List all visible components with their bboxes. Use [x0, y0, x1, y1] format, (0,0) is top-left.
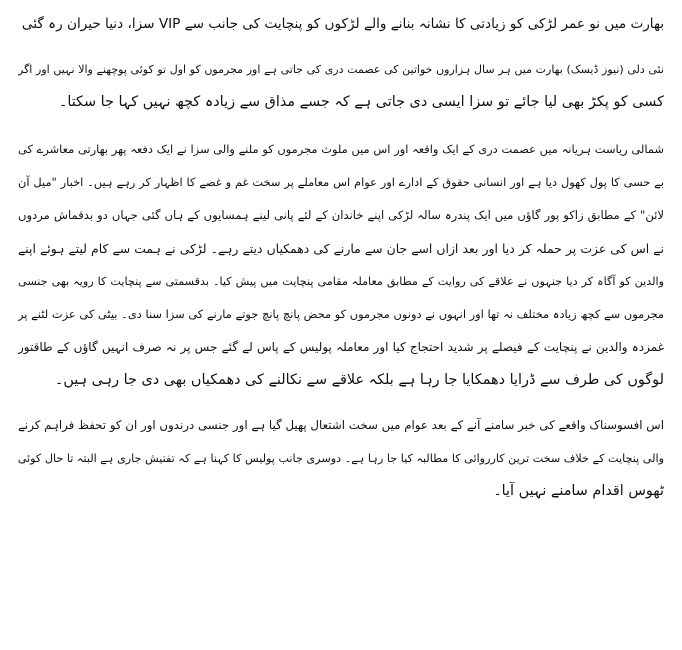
- closing-line-2: والی پنچایت کے خلاف سخت ترین کارروائی کا مطالبہ کیا جا رہا ہے۔ دوسری جانب پولیس کا کہنا ہے کہ تفتیش جاری ہے البتہ تا حال کوئی: [18, 452, 664, 465]
- body-line-7: غمزدہ والدین نے پنچایت کے فیصلے پر شدید احتجاج کیا اور معاملہ پولیس کے پاس لے گئے جس پر نہ صرف انہیں گاؤں کے طاقتور: [18, 340, 664, 354]
- body-line-8: لوگوں کی طرف سے ڈرایا دھمکایا جا رہا ہے بلکہ علاقے سے نکالنے کی دھمکیاں بھی دی جا رہی ہیں۔: [54, 372, 664, 388]
- body-line-4: نے اس کی عزت پر حملہ کر دیا اور بعد ازاں اسے جان سے مارنے کی دھمکیاں دیتے رہے۔ لڑکی نے ہمت سے کام لیتے ہوئے اپنے: [18, 241, 664, 256]
- intro-line-1: نئی دلی (نیوز ڈیسک) بھارت میں ہر سال ہزاروں خواتین کی عصمت دری کی جاتی ہے اور مجرموں کو اول تو کوئی پوچھنے والا نہیں اور اگر: [18, 63, 664, 76]
- closing-line-1: اس افسوسناک واقعے کی خبر سامنے آنے کے بعد عوام میں سخت اشتعال پھیل گیا ہے اور جنسی درندوں اور ان کو تحفظ فراہم کرنے: [18, 418, 664, 432]
- body-line-2: بے حسی کا پول کھول دیا ہے اور انسانی حقوق کے ادارے اور عوام اس معاملے پر سخت غم و غصے کا اظہار کر رہے ہیں۔ اخبار "میل آن: [18, 175, 664, 189]
- closing-paragraph: [18, 409, 664, 508]
- body-line-1: شمالی ریاست ہریانہ میں عصمت دری کے ایک واقعہ اور اس میں ملوث مجرموں کو ملنے والی سزا نے ایک دفعہ پھر بھارتی معاشرے کی: [18, 142, 664, 156]
- headline-paragraph: [18, 8, 664, 41]
- body-line-3: لائن" کے مطابق زاکو پور گاؤں میں ایک پندرہ سالہ لڑکی اپنے خاندان کے لئے پانی لینے ہمسایوں کے ہاں گئی جہاں دو بدقماش مردوں: [18, 208, 664, 222]
- intro-line-2: کسی کو پکڑ بھی لیا جائے تو سزا ایسی دی جاتی ہے کہ جسے مذاق سے زیادہ کچھ نہیں کہا جا سکتا۔: [58, 94, 664, 110]
- closing-line-3: ٹھوس اقدام سامنے نہیں آیا۔: [493, 483, 664, 499]
- body-line-6: مجرموں سے کچھ زیادہ مختلف نہ تھا اور انہوں نے دونوں مجرموں کو محض پانچ پانچ جوتے مارنے کی سزا سنا دی۔ بیٹی کی عزت لٹنے پر: [18, 307, 664, 321]
- intro-paragraph: [18, 53, 664, 119]
- headline-line: بھارت میں نو عمر لڑکی کو زیادتی کا نشانہ بنانے والے لڑکوں کو پنچایت کی جانب سے VIP سزا، دنیا حیران رہ گئی: [21, 16, 664, 32]
- body-paragraph: [18, 133, 664, 397]
- body-line-5: والدین کو آگاہ کر دیا جنہوں نے علاقے کی روایت کے مطابق معاملہ مقامی پنچایت میں پیش کیا۔ بدقسمتی سے پنچایت کا رویہ بھی جنسی: [18, 275, 664, 288]
